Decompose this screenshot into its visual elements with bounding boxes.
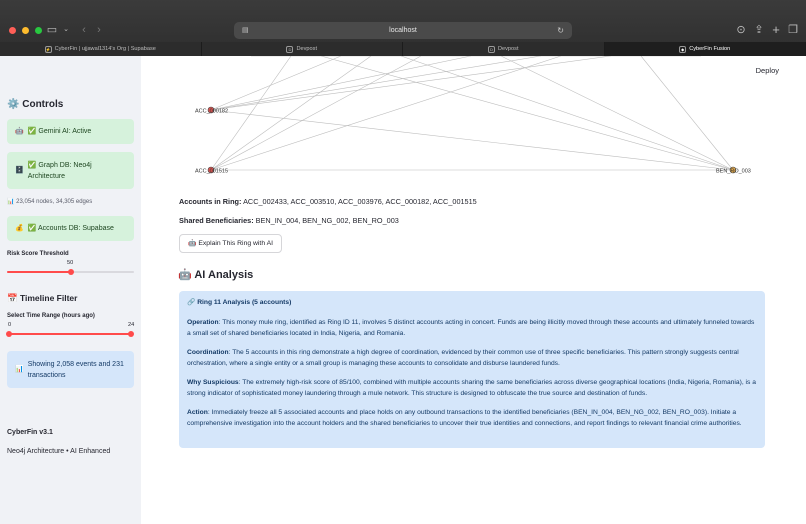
forward-icon[interactable]: › — [97, 24, 101, 36]
ring-accounts-value: ACC_002433, ACC_003510, ACC_003976, ACC_000182, ACC_001515 — [243, 197, 477, 206]
url-text: localhost — [389, 27, 417, 34]
time-range-start-handle[interactable] — [6, 331, 12, 337]
analysis-action — [187, 407, 759, 429]
graph-db-status-card — [7, 152, 134, 189]
paragraph-text: : Immediately freeze all 5 associated accounts and place holds on any outbound transactions to the identified beneficiaries (BEN_IN_004, BEN_NG_002, BEN_RO_003). Initiate a comprehensive investigation into the account holders and the shared beneficiaries to uncover their true identities and connections, and report findings to relevant financial crime authorities. — [187, 409, 742, 427]
graph-edge — [211, 56, 561, 170]
supabase-favicon-icon: ⚡ — [45, 46, 51, 52]
explain-ring-button[interactable] — [179, 234, 282, 253]
robot-icon: 🤖 — [188, 240, 197, 247]
explain-ring-label: Explain This Ring with AI — [198, 240, 274, 247]
download-icon[interactable]: ⊙ — [736, 24, 746, 36]
paragraph-label: Operation — [187, 319, 219, 326]
ai-analysis-heading — [178, 268, 253, 281]
app-version: CyberFin v3.1 — [7, 429, 53, 436]
devpost-favicon-icon: D — [488, 46, 495, 53]
app-subtitle: Neo4j Architecture • AI Enhanced — [7, 448, 111, 455]
chevron-down-icon[interactable]: ⌄ — [63, 26, 69, 33]
ring-accounts — [179, 197, 477, 206]
graph-edge — [641, 56, 733, 170]
tab-bar — [0, 42, 806, 56]
graph-edges — [211, 56, 733, 170]
minimize-window-button[interactable] — [22, 27, 29, 34]
analysis-heading — [187, 297, 291, 308]
time-range-fill — [9, 333, 131, 335]
event-count-text: Showing 2,058 events and 231 transactions — [27, 360, 124, 379]
ring-accounts-label: Accounts in Ring: — [179, 197, 242, 206]
timeline-title-text: Timeline Filter — [19, 293, 78, 303]
graph-edge — [211, 56, 611, 110]
graph-edge — [211, 56, 471, 110]
risk-slider-handle[interactable] — [68, 269, 74, 275]
sidebar — [0, 56, 141, 524]
gear-icon: ⚙️ — [7, 99, 20, 110]
zoom-window-button[interactable] — [35, 27, 42, 34]
reload-icon[interactable]: ↻ — [557, 26, 564, 35]
paragraph-text: : The extremely high-risk score of 85/100, combined with multiple accounts sharing the same beneficiaries across diverse geographical locations (India, Nigeria, Romania), is a strong indicator of sophisticated money laundering through a mule network. This structure is designed to obfuscate the true source and destination of funds. — [187, 379, 756, 397]
robot-icon: 🤖 — [15, 128, 24, 135]
graph-edge — [321, 56, 733, 170]
graph-edge — [211, 110, 733, 170]
node-label: ACC_001515 — [195, 168, 229, 175]
ai-analysis-box — [179, 291, 765, 448]
gemini-status-text: ✅ Gemini AI: Active — [27, 128, 92, 135]
risk-threshold-value: 50 — [67, 260, 74, 266]
accounts-db-status-card — [7, 216, 134, 241]
database-icon: 🗄️ — [15, 167, 24, 174]
calendar-icon: 📅 — [7, 293, 18, 303]
robot-icon: 🤖 — [178, 269, 192, 281]
risk-slider-fill — [7, 271, 71, 273]
tab-supabase[interactable] — [0, 42, 202, 56]
tab-cyberfin-fusion[interactable] — [605, 42, 806, 56]
analysis-coordination — [187, 347, 759, 369]
paragraph-label: Coordination — [187, 349, 229, 356]
browser-toolbar — [0, 0, 806, 56]
graph-node-acc-000182 — [195, 107, 228, 115]
paragraph-text: : The 5 accounts in this ring demonstrate a high degree of coordination, evidenced by their common use of three specific beneficiaries. This pattern strongly suggests central orchestration, where a single entity or a small group is managing these accounts to consolidate and disburse laundered funds. — [187, 349, 739, 367]
paragraph-label: Action — [187, 409, 208, 416]
ring-network-graph — [141, 56, 806, 186]
deploy-button[interactable]: Deploy — [755, 66, 779, 75]
analysis-operation — [187, 317, 759, 339]
bar-chart-icon: 📊 — [7, 199, 15, 205]
controls-heading — [7, 99, 63, 110]
tab-devpost-2[interactable] — [403, 42, 605, 56]
time-range-min: 0 — [8, 322, 12, 328]
paragraph-label: Why Suspicious — [187, 379, 239, 386]
analysis-heading-text: Ring 11 Analysis (5 accounts) — [197, 299, 292, 306]
graph-edge — [211, 56, 421, 170]
address-bar[interactable] — [234, 22, 572, 39]
paragraph-text: : This money mule ring, identified as Ring ID 11, involves 5 distinct accounts acting in concert. Funds are being illicitly moved through these accounts and ultimately funneled towards a small set of shared beneficiaries located in India, Nigeria, and Romania. — [187, 319, 755, 337]
graph-edge — [401, 56, 733, 170]
time-range-label: Select Time Range (hours ago) — [7, 313, 95, 319]
time-range-end-handle[interactable] — [128, 331, 134, 337]
graph-node-acc-001515 — [195, 167, 228, 175]
ring-beneficiaries — [179, 216, 399, 225]
risk-threshold-label: Risk Score Threshold — [7, 251, 69, 257]
timeline-heading — [7, 293, 77, 304]
close-window-button[interactable] — [9, 27, 16, 34]
ai-analysis-title: AI Analysis — [194, 269, 254, 281]
tab-label: CyberFin | ujjawal1314's Org | Supabase — [54, 46, 156, 52]
tab-devpost-1[interactable] — [202, 42, 404, 56]
time-range-max: 24 — [128, 322, 135, 328]
graph-stats — [7, 198, 92, 205]
graph-node-ben-ro-003 — [716, 167, 751, 175]
gemini-status-card — [7, 119, 134, 144]
graph-edge — [501, 56, 733, 170]
ring-beneficiaries-label: Shared Beneficiaries: — [179, 216, 254, 225]
streamlit-favicon-icon: ◆ — [681, 46, 685, 52]
site-settings-icon[interactable]: ▤ — [242, 27, 249, 34]
app-page — [0, 56, 806, 524]
tab-label: CyberFin Fusion — [689, 46, 731, 52]
tab-label: Devpost — [296, 46, 318, 52]
sidebar-toggle-icon[interactable]: ▭ — [46, 24, 58, 36]
analysis-why-suspicious — [187, 377, 759, 399]
graph-db-status-text: ✅ Graph DB: Neo4j Architecture — [27, 161, 92, 180]
bar-chart-icon: 📊 — [15, 366, 24, 373]
event-count-card — [7, 351, 134, 388]
link-icon: 🔗 — [187, 299, 196, 306]
accounts-db-status-text: ✅ Accounts DB: Supabase — [27, 225, 114, 232]
graph-edge — [211, 56, 341, 110]
new-tab-icon[interactable]: + — [772, 22, 780, 37]
tab-label: Devpost — [497, 46, 519, 52]
share-icon[interactable]: ⇪ — [754, 24, 764, 36]
ring-beneficiaries-value: BEN_IN_004, BEN_NG_002, BEN_RO_003 — [255, 216, 399, 225]
window-controls — [9, 27, 42, 34]
graph-stats-text: 23,054 nodes, 34,305 edges — [16, 199, 93, 205]
devpost-favicon-icon: D — [286, 46, 293, 53]
node-label: BEN_RO_003 — [716, 168, 751, 175]
tab-overview-icon[interactable]: ❐ — [788, 24, 798, 36]
graph-edge — [211, 56, 541, 110]
money-bag-icon: 💰 — [15, 225, 24, 232]
node-label: ACC_000182 — [195, 108, 229, 115]
back-icon[interactable]: ‹ — [82, 24, 86, 36]
main-content — [141, 56, 806, 524]
controls-title-text: Controls — [22, 99, 64, 110]
